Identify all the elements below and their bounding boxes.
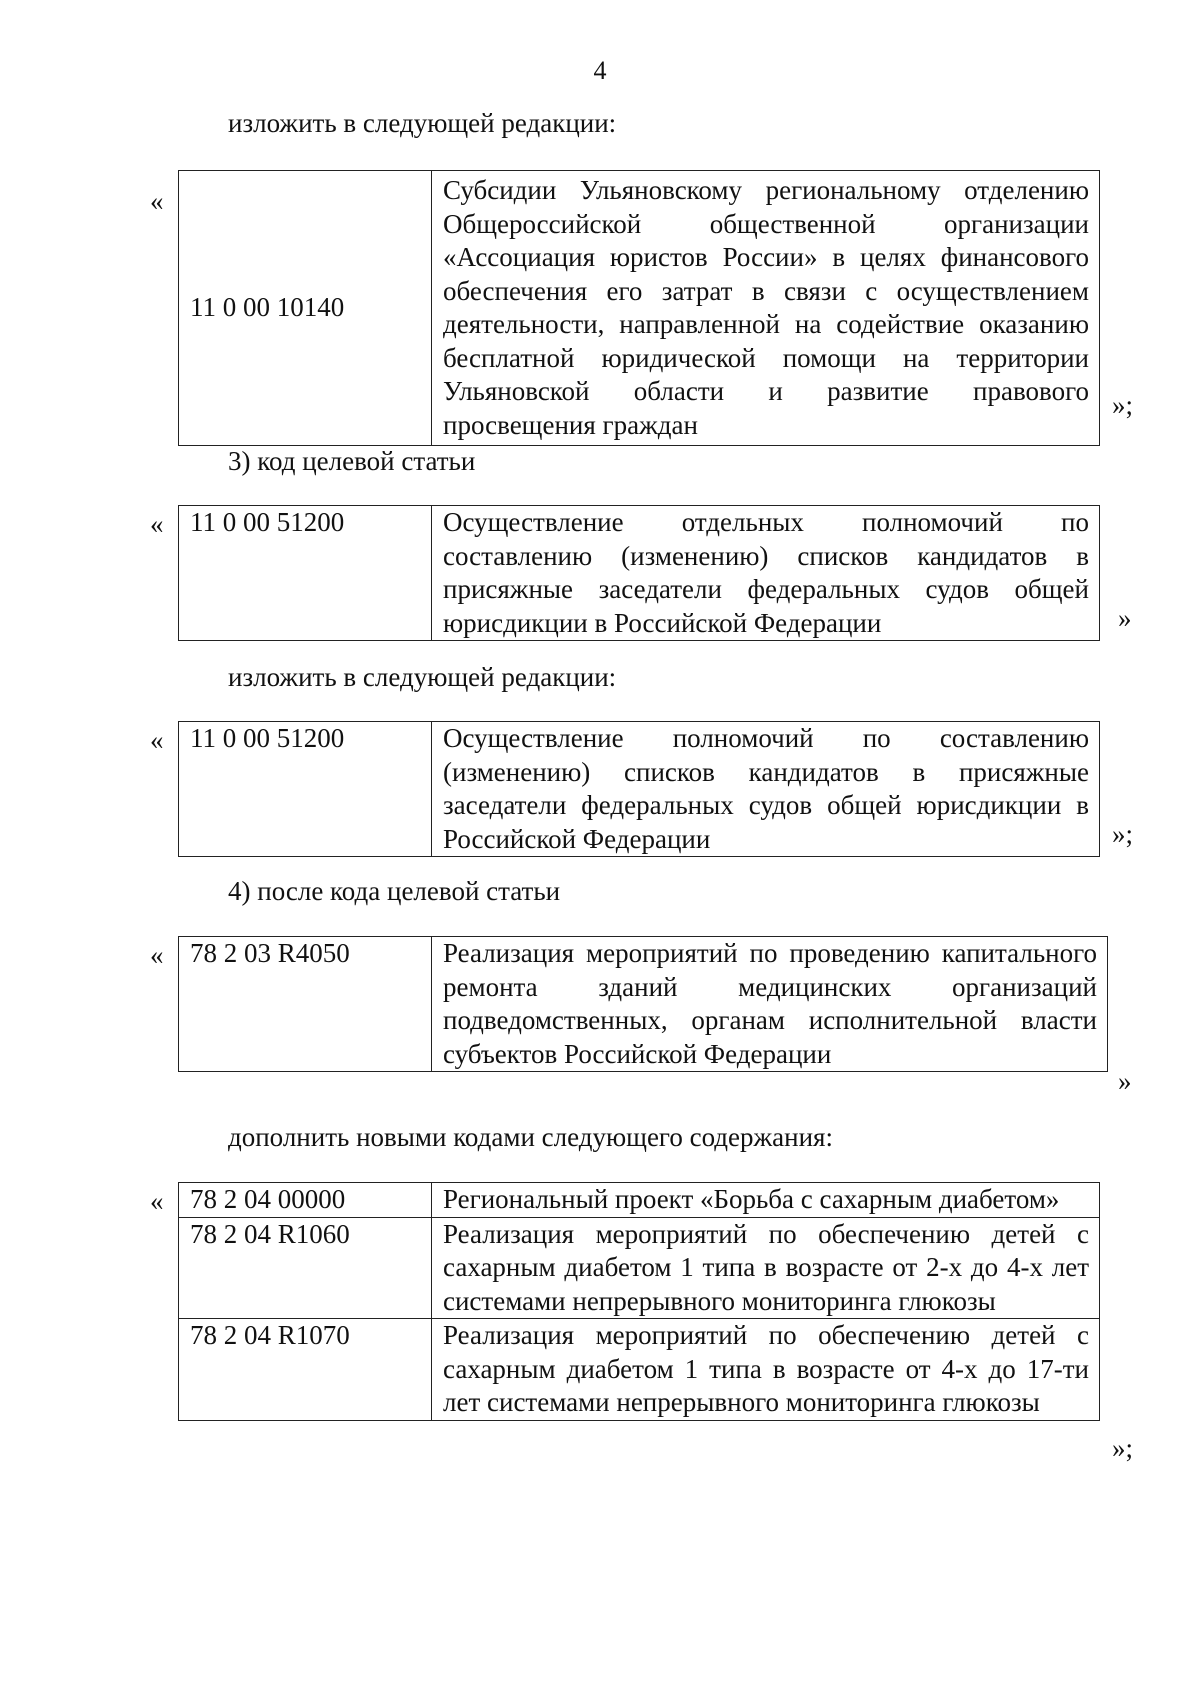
target-code-cell: 11 0 00 51200 <box>179 506 432 641</box>
code-table-block-4 <box>150 936 1132 1096</box>
code-table-block-1 <box>150 170 1134 440</box>
target-code-cell: 78 2 04 R1070 <box>179 1319 432 1421</box>
code-table <box>178 936 1108 1072</box>
code-table <box>178 1182 1100 1421</box>
code-table-block-3 <box>150 721 1134 854</box>
table-row <box>179 722 1100 857</box>
code-table <box>178 721 1100 857</box>
opening-quote: « <box>150 509 164 539</box>
instruction-paragraph-4: 4) после кода целевой статьи <box>228 876 561 906</box>
code-table <box>178 505 1100 641</box>
description-cell: Осуществление отдельных полномочий по составлению (изменению) списков кандидатов в присяжные заседатели федеральных судов общей юрисдикции в Российской Федерации <box>432 506 1100 641</box>
table-row <box>179 506 1100 641</box>
code-table-block-5 <box>150 1182 1134 1463</box>
target-code-cell: 78 2 04 00000 <box>179 1183 432 1218</box>
description-cell: Реализация мероприятий по обеспечению детей с сахарным диабетом 1 типа в возрасте от 2-х до 4-х лет системами непрерывного мониторинга глюкозы <box>432 1217 1100 1319</box>
table-row <box>179 1183 1100 1218</box>
closing-quote: »; <box>1112 1433 1134 1463</box>
closing-quote: » <box>1118 1066 1132 1096</box>
description-cell: Региональный проект «Борьба с сахарным диабетом» <box>432 1183 1100 1218</box>
target-code-cell: 78 2 04 R1060 <box>179 1217 432 1319</box>
code-table <box>178 170 1100 446</box>
description-cell: Субсидии Ульяновскому региональному отделению Общероссийской общественной организации «Ассоциация юристов России» в целях финансового обеспечения его затрат в связи с осуществлением деятельности, направленной на содействие оказанию бесплатной юридической помощи на территории Ульяновской области и развитие правового просвещения граждан <box>432 171 1100 446</box>
instruction-paragraph-3: изложить в следующей редакции: <box>228 662 617 692</box>
table-row <box>179 171 1100 446</box>
code-table-block-2 <box>150 505 1132 638</box>
closing-quote: »; <box>1112 390 1134 420</box>
table-row <box>179 937 1108 1072</box>
instruction-paragraph-2: 3) код целевой статьи <box>228 446 476 476</box>
table-row <box>179 1319 1100 1421</box>
target-code-cell: 78 2 03 R4050 <box>179 937 432 1072</box>
instruction-paragraph-1: изложить в следующей редакции: <box>228 108 617 138</box>
opening-quote: « <box>150 1186 164 1216</box>
target-code-cell: 11 0 00 10140 <box>179 171 432 446</box>
instruction-paragraph-5: дополнить новыми кодами следующего содержания: <box>228 1122 833 1152</box>
description-cell: Реализация мероприятий по проведению капитального ремонта зданий медицинских организаций подведомственных, органам исполнительной власти субъектов Российской Федерации <box>432 937 1108 1072</box>
target-code-cell: 11 0 00 51200 <box>179 722 432 857</box>
closing-quote: »; <box>1112 819 1134 849</box>
opening-quote: « <box>150 725 164 755</box>
description-cell: Реализация мероприятий по обеспечению детей с сахарным диабетом 1 типа в возрасте от 4-х до 17-ти лет системами непрерывного мониторинга глюкозы <box>432 1319 1100 1421</box>
closing-quote: » <box>1118 603 1132 633</box>
opening-quote: « <box>150 186 164 216</box>
description-cell: Осуществление полномочий по составлению (изменению) списков кандидатов в присяжные заседатели федеральных судов общей юрисдикции в Российской Федерации <box>432 722 1100 857</box>
page-number: 4 <box>593 56 607 85</box>
table-row <box>179 1217 1100 1319</box>
opening-quote: « <box>150 940 164 970</box>
